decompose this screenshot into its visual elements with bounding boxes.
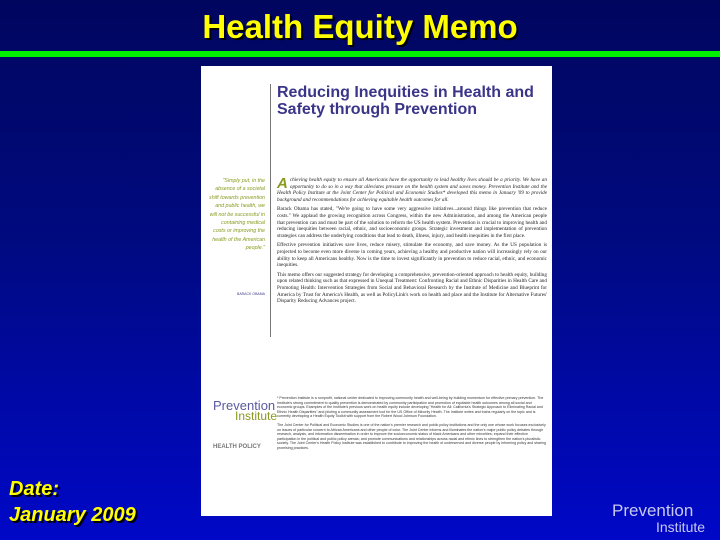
pull-quote: "Simply put, in the absence of a societal shift towards prevention and public health, we will not be successful in containing medical costs or improving the health of the American people." — [209, 178, 265, 252]
paragraph: Effective prevention initiatives save lives, reduce misery, stimulate the economy, and save money. As the US population is projected to become even more diverse in coming years, achieving a healthy and productive nation will increasingly rely on our ability to keep all Americans healthy. Now is the time to invest significantly in prevention to reduce racial, ethnic, and economic inequities. — [277, 242, 547, 269]
document-rule — [270, 84, 271, 337]
logo-text: Institute — [235, 409, 278, 423]
document-title: Reducing Inequities in Health and Safety through Prevention — [277, 84, 534, 118]
lead-text: chieving health equity to ensure all Americans have the opportunity to lead healthy lives should be a priority. We have an opportunity to do so in a way that alleviates pressure on the health system and saves money. Prevention Institute and the Health Policy Institute at the Joint Center for Political and Economic Studies* developed this memo in January '09 to provide background and recommendations for achieving equitable health outcomes for all. — [277, 177, 547, 204]
drop-cap: A — [277, 175, 288, 192]
memo-document-image — [201, 66, 552, 516]
footnotes — [277, 396, 547, 455]
slide-title: Health Equity Memo — [202, 8, 518, 45]
date-block — [9, 476, 136, 528]
title-divider — [0, 51, 720, 57]
health-policy-logo: HEALTH POLICY — [213, 444, 261, 450]
logo-line-1: Prevention — [612, 501, 694, 520]
paragraph: Barack Obama has stated, "We're going to have some very aggressive initiatives...around things like prevention that reduce costs." We applaud the growing recognition across Congress, within the new Administration, and among the American people that prevention can and must be part of the solution to reform the US health system. Prevention is crucial to improving health and reducing inequities between racial, ethnic, and socioeconomic groups. Strategic investment and implementation of prevention strategies can address the underlying conditions that lead to death, illness, injury, and health inequities in the first place. — [277, 206, 547, 240]
prevention-institute-logo — [213, 398, 277, 423]
logo-text: Prevention — [213, 398, 276, 413]
prevention-institute-slide-logo — [612, 502, 705, 536]
date-label: Date: — [9, 478, 60, 500]
lead-paragraph — [277, 177, 547, 204]
document-body — [277, 177, 547, 308]
date-value: January 2009 — [9, 504, 136, 526]
quote-attribution: BARACK OBAMA — [236, 292, 265, 296]
footnote: The Joint Center for Political and Economic Studies is one of the nation's premier research and public policy institutions and the only one whose work focuses exclusively on issues of particular concern to African Americans and other people of color. The Joint Center informs and illuminates the nation's major public policy debates through research, analysis, and information dissemination in order to improve the socioeconomic status of black Americans and other minorities; expand their effective participation in the political and public policy arenas; and promote communications and relationships across racial and ethnic lines to strengthen the nation's pluralistic society. The Joint Center's Health Policy Institute was established to contribute to improving the health of underserved and diverse people by informing policy and sharing promising practices. — [277, 422, 547, 450]
footnote: * Prevention Institute is a nonprofit, national center dedicated to improving community health and well-being by building momentum for effective primary prevention. The Institute's strong commitment to quality prevention is demonstrated by community participation and promotion of equitable health outcomes among all social and economic groups. Examples of the Institute's previous work on health equity include developing "Health for All: California's Strategic Approach to Eliminating Racial and Ethnic Health Disparities" and piloting a community assessment tool for the US Office of Minority Health. The Institute writes and trains regularly on the topic and is currently developing a Health Equity Toolkit with support from the Robert Wood Johnson Foundation. — [277, 396, 544, 419]
logo-line-2: Institute — [656, 519, 706, 535]
paragraph: This memo offers our suggested strategy for developing a comprehensive, prevention-oriented approach to health equity, building upon related thinking such as that expressed in Unequal Treatment: Confronting Racial and Ethnic Disparities in Health Care and Promoting Health: Intervention Strategies from Social and Behavioral Research by the Institute of Medicine and Blueprint for America by Trust for America's Health, as well as PolicyLink's work on health and place and the Institute for Alternative Futures' Disparity Reducing Advances project. — [277, 271, 547, 305]
